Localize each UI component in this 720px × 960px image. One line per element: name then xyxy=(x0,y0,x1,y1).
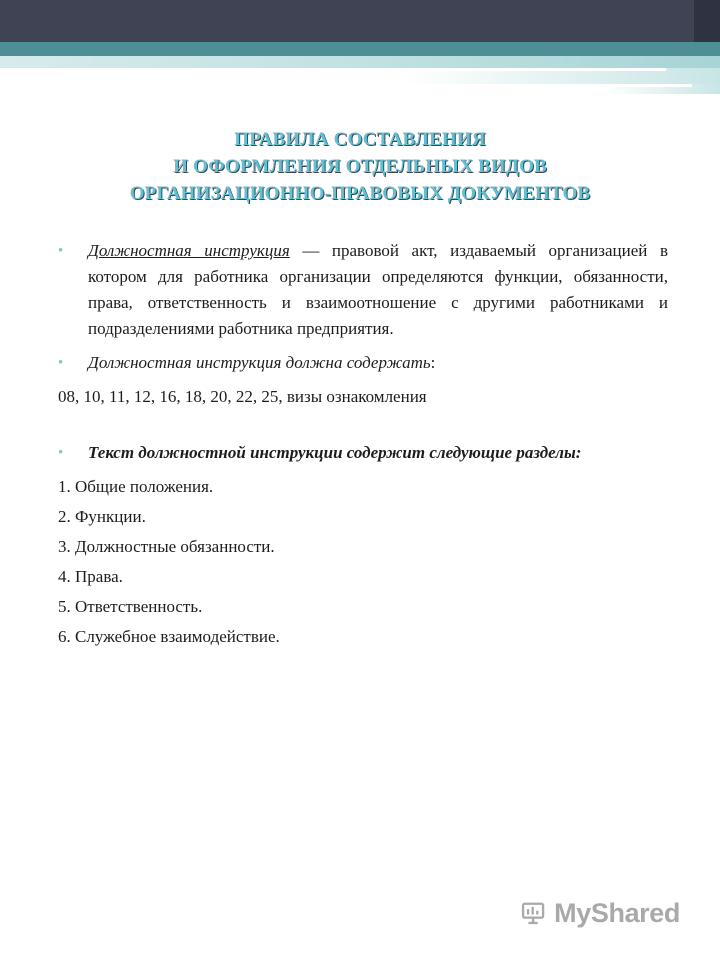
list-item: 3. Должностные обязанности. xyxy=(58,537,275,556)
bullet-icon: • xyxy=(58,445,64,461)
required-content-text xyxy=(88,350,668,376)
sections-heading: Текст должностной инструкции содержит следующие разделы: xyxy=(88,443,582,462)
list-item: 5. Ответственность. xyxy=(58,597,203,616)
required-content-colon: : xyxy=(430,353,436,372)
bullet-sections-heading xyxy=(58,440,668,466)
definition-term: Должностная инструкция xyxy=(88,241,290,260)
bullet-icon: • xyxy=(58,355,64,371)
list-item: 6. Служебное взаимодействие. xyxy=(58,627,280,646)
light-decorative-band xyxy=(0,56,720,68)
title-line-2: И ОФОРМЛЕНИЯ ОТДЕЛЬНЫХ ВИДОВ xyxy=(173,156,547,177)
presentation-icon xyxy=(520,896,546,930)
decorative-white-line-short xyxy=(582,84,692,87)
list-item: 2. Функции. xyxy=(58,507,146,526)
definition-text xyxy=(88,238,668,342)
title-line-3: ОРГАНИЗАЦИОННО-ПРАВОВЫХ ДОКУМЕНТОВ xyxy=(129,183,591,204)
bullet-definition xyxy=(58,238,668,342)
definition-body: — правовой акт, издаваемый организацией в котором для работника организации определяются функции, обязанности, права, ответственность и взаимоотношение с другими работниками и подразделениями работника предприятия. xyxy=(88,241,668,338)
list-item: 4. Права. xyxy=(58,567,123,586)
required-codes-line: 08, 10, 11, 12, 16, 18, 20, 22, 25, визы ознакомления xyxy=(58,387,427,406)
watermark-text: MyShared xyxy=(554,897,680,928)
sections-list xyxy=(58,474,668,650)
teal-decorative-band xyxy=(0,42,720,56)
required-content-label: Должностная инструкция должна содержать xyxy=(88,353,431,372)
top-decorative-band xyxy=(0,0,720,42)
page-title xyxy=(60,126,660,207)
bullet-icon: • xyxy=(58,243,64,259)
watermark xyxy=(520,894,680,932)
decorative-white-line xyxy=(430,68,666,71)
top-right-dark-tab xyxy=(694,0,720,42)
bullet-required-content xyxy=(58,350,668,376)
section-spacer xyxy=(58,414,668,440)
main-content xyxy=(58,238,668,654)
title-line-1: ПРАВИЛА СОСТАВЛЕНИЯ xyxy=(234,129,486,150)
list-item: 1. Общие положения. xyxy=(58,477,214,496)
